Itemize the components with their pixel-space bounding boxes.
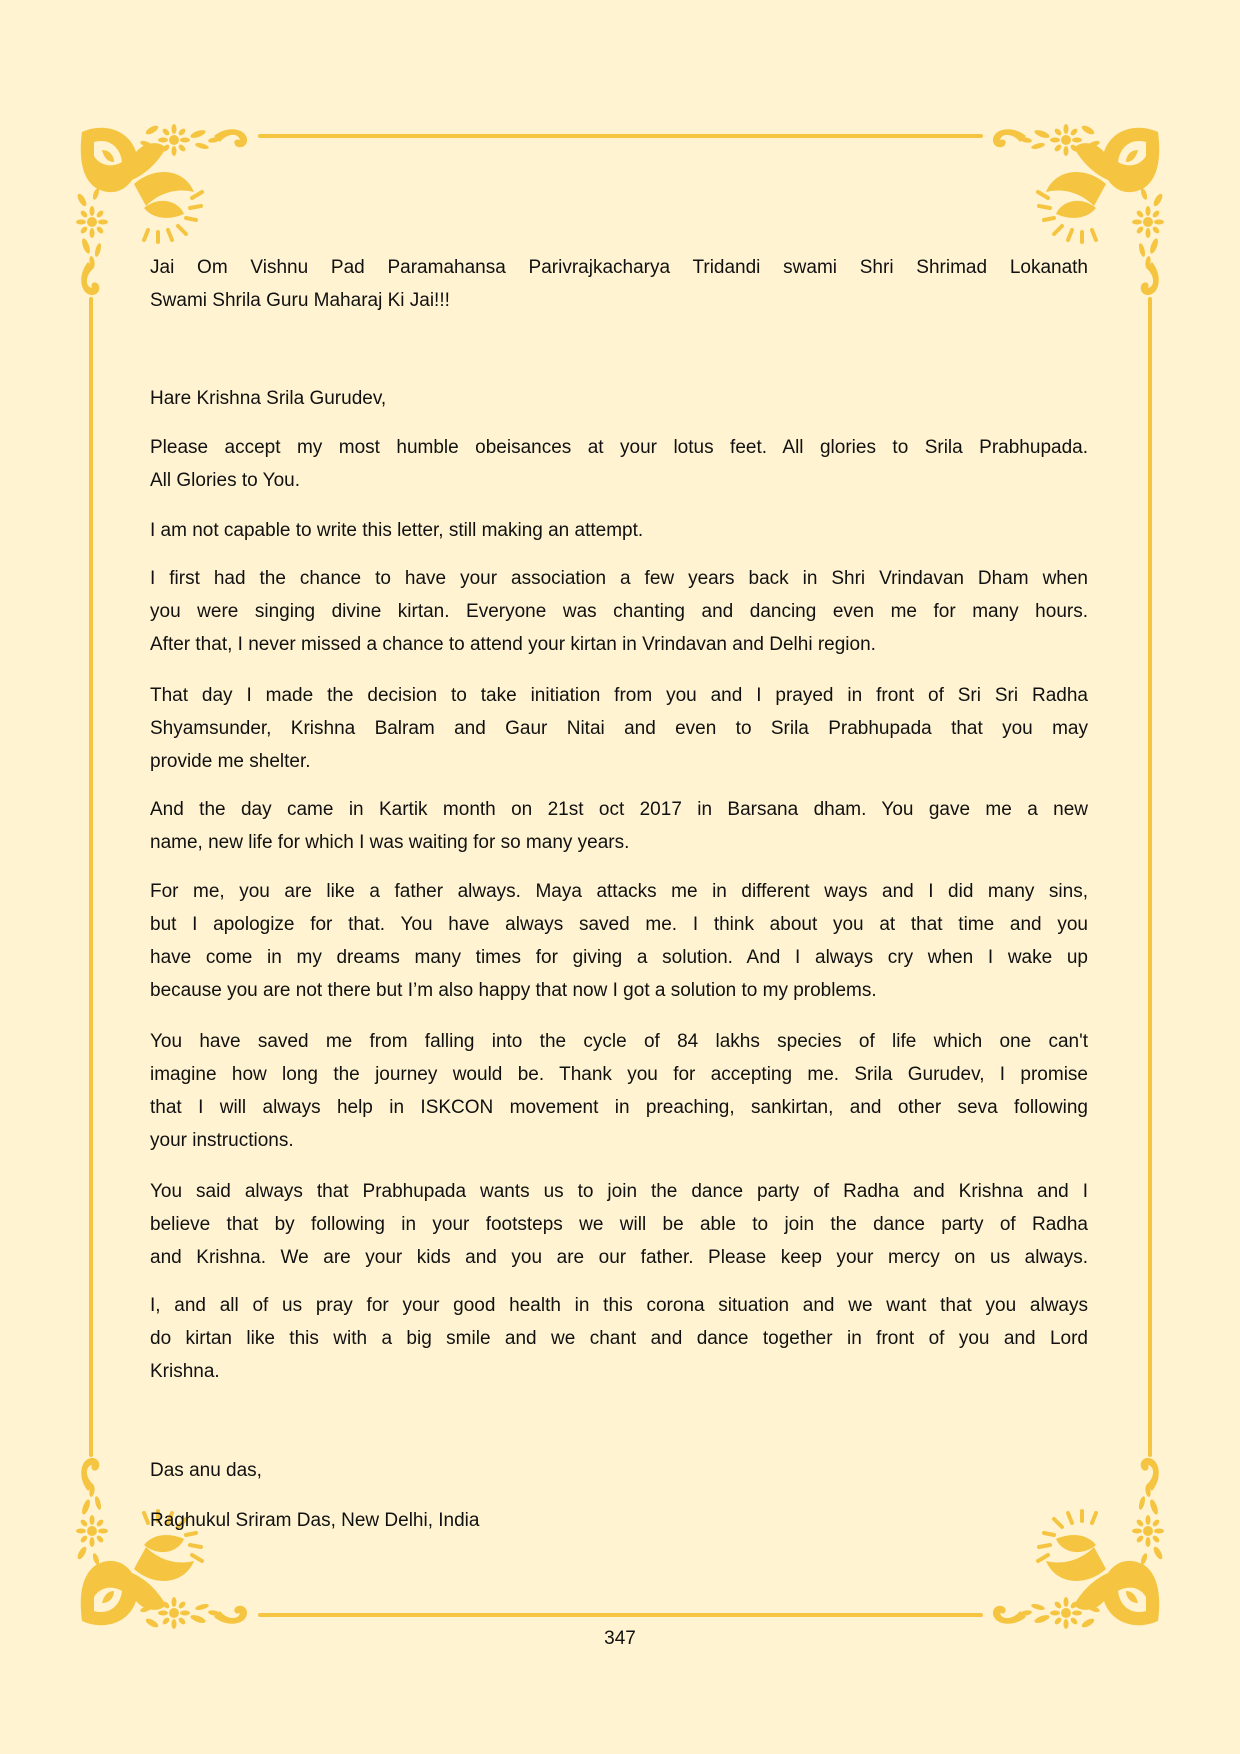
paragraph xyxy=(150,1025,1088,1157)
invocation xyxy=(150,251,1088,317)
closing xyxy=(150,1454,1088,1487)
text-line: You said always that Prabhupada wants us to join the dance party of Radha and Krishna and I xyxy=(150,1181,1088,1202)
text-line: Hare Krishna Srila Gurudev, xyxy=(150,388,387,409)
text-line: and Krishna. We are your kids and you are our father. Please keep your mercy on us always. xyxy=(150,1247,1088,1268)
text-line: Krishna. xyxy=(150,1361,220,1382)
text-line: I, and all of us pray for your good health in this corona situation and we want that you always xyxy=(150,1295,1088,1316)
closing-text: Das anu das, xyxy=(150,1460,262,1481)
paragraph xyxy=(150,793,1088,859)
paragraph xyxy=(150,562,1088,661)
paragraph xyxy=(150,431,1088,497)
text-line: have come in my dreams many times for giving a solution. And I always cry when I wake up xyxy=(150,947,1088,968)
text-line: Swami Shrila Guru Maharaj Ki Jai!!! xyxy=(150,290,450,311)
paragraph xyxy=(150,1175,1088,1274)
paragraph xyxy=(150,514,1088,547)
paragraph xyxy=(150,875,1088,1007)
signature-text: Raghukul Sriram Das, New Delhi, India xyxy=(150,1510,480,1531)
text-line: Please accept my most humble obeisances at your lotus feet. All glories to Srila Prabhupada. xyxy=(150,437,1088,458)
text-line: but I apologize for that. You have always saved me. I think about you at that time and you xyxy=(150,914,1088,935)
signature xyxy=(150,1504,1088,1537)
text-line: imagine how long the journey would be. Thank you for accepting me. Srila Gurudev, I promise xyxy=(150,1064,1088,1085)
text-line: You have saved me from falling into the cycle of 84 lakhs species of life which one can't xyxy=(150,1031,1088,1052)
paragraph xyxy=(150,679,1088,778)
text-line: you were singing divine kirtan. Everyone was chanting and dancing even me for many hours. xyxy=(150,601,1088,622)
border-top-line xyxy=(258,134,983,138)
text-line: And the day came in Kartik month on 21st oct 2017 in Barsana dham. You gave me a new xyxy=(150,799,1088,820)
text-line: For me, you are like a father always. Maya attacks me in different ways and I did many sins, xyxy=(150,881,1088,902)
text-line: because you are not there but I’m also happy that now I got a solution to my problems. xyxy=(150,980,877,1001)
text-line: do kirtan like this with a big smile and we chant and dance together in front of you and Lord xyxy=(150,1328,1088,1349)
paragraph xyxy=(150,1289,1088,1388)
text-line: After that, I never missed a chance to attend your kirtan in Vrindavan and Delhi region. xyxy=(150,634,876,655)
text-line: Jai Om Vishnu Pad Paramahansa Parivrajkacharya Tridandi swami Shri Shrimad Lokanath xyxy=(150,257,1088,278)
text-line: that I will always help in ISKCON movement in preaching, sankirtan, and other seva following xyxy=(150,1097,1088,1118)
border-bottom-line xyxy=(258,1613,983,1617)
text-line: I am not capable to write this letter, still making an attempt. xyxy=(150,520,644,541)
text-line: provide me shelter. xyxy=(150,751,311,772)
text-line: I first had the chance to have your association a few years back in Shri Vrindavan Dham when xyxy=(150,568,1088,589)
text-line: believe that by following in your footsteps we will be able to join the dance party of Radha xyxy=(150,1214,1088,1235)
text-line: That day I made the decision to take initiation from you and I prayed in front of Sri Sri Radha xyxy=(150,685,1088,706)
text-line: All Glories to You. xyxy=(150,470,300,491)
page-number: 347 xyxy=(604,1628,636,1649)
border-right-line xyxy=(1148,297,1152,1457)
border-left-line xyxy=(89,297,93,1457)
text-line: Shyamsunder, Krishna Balram and Gaur Nitai and even to Srila Prabhupada that you may xyxy=(150,718,1088,739)
greeting xyxy=(150,382,1088,415)
text-line: name, new life for which I was waiting for so many years. xyxy=(150,832,630,853)
text-line: your instructions. xyxy=(150,1130,294,1151)
